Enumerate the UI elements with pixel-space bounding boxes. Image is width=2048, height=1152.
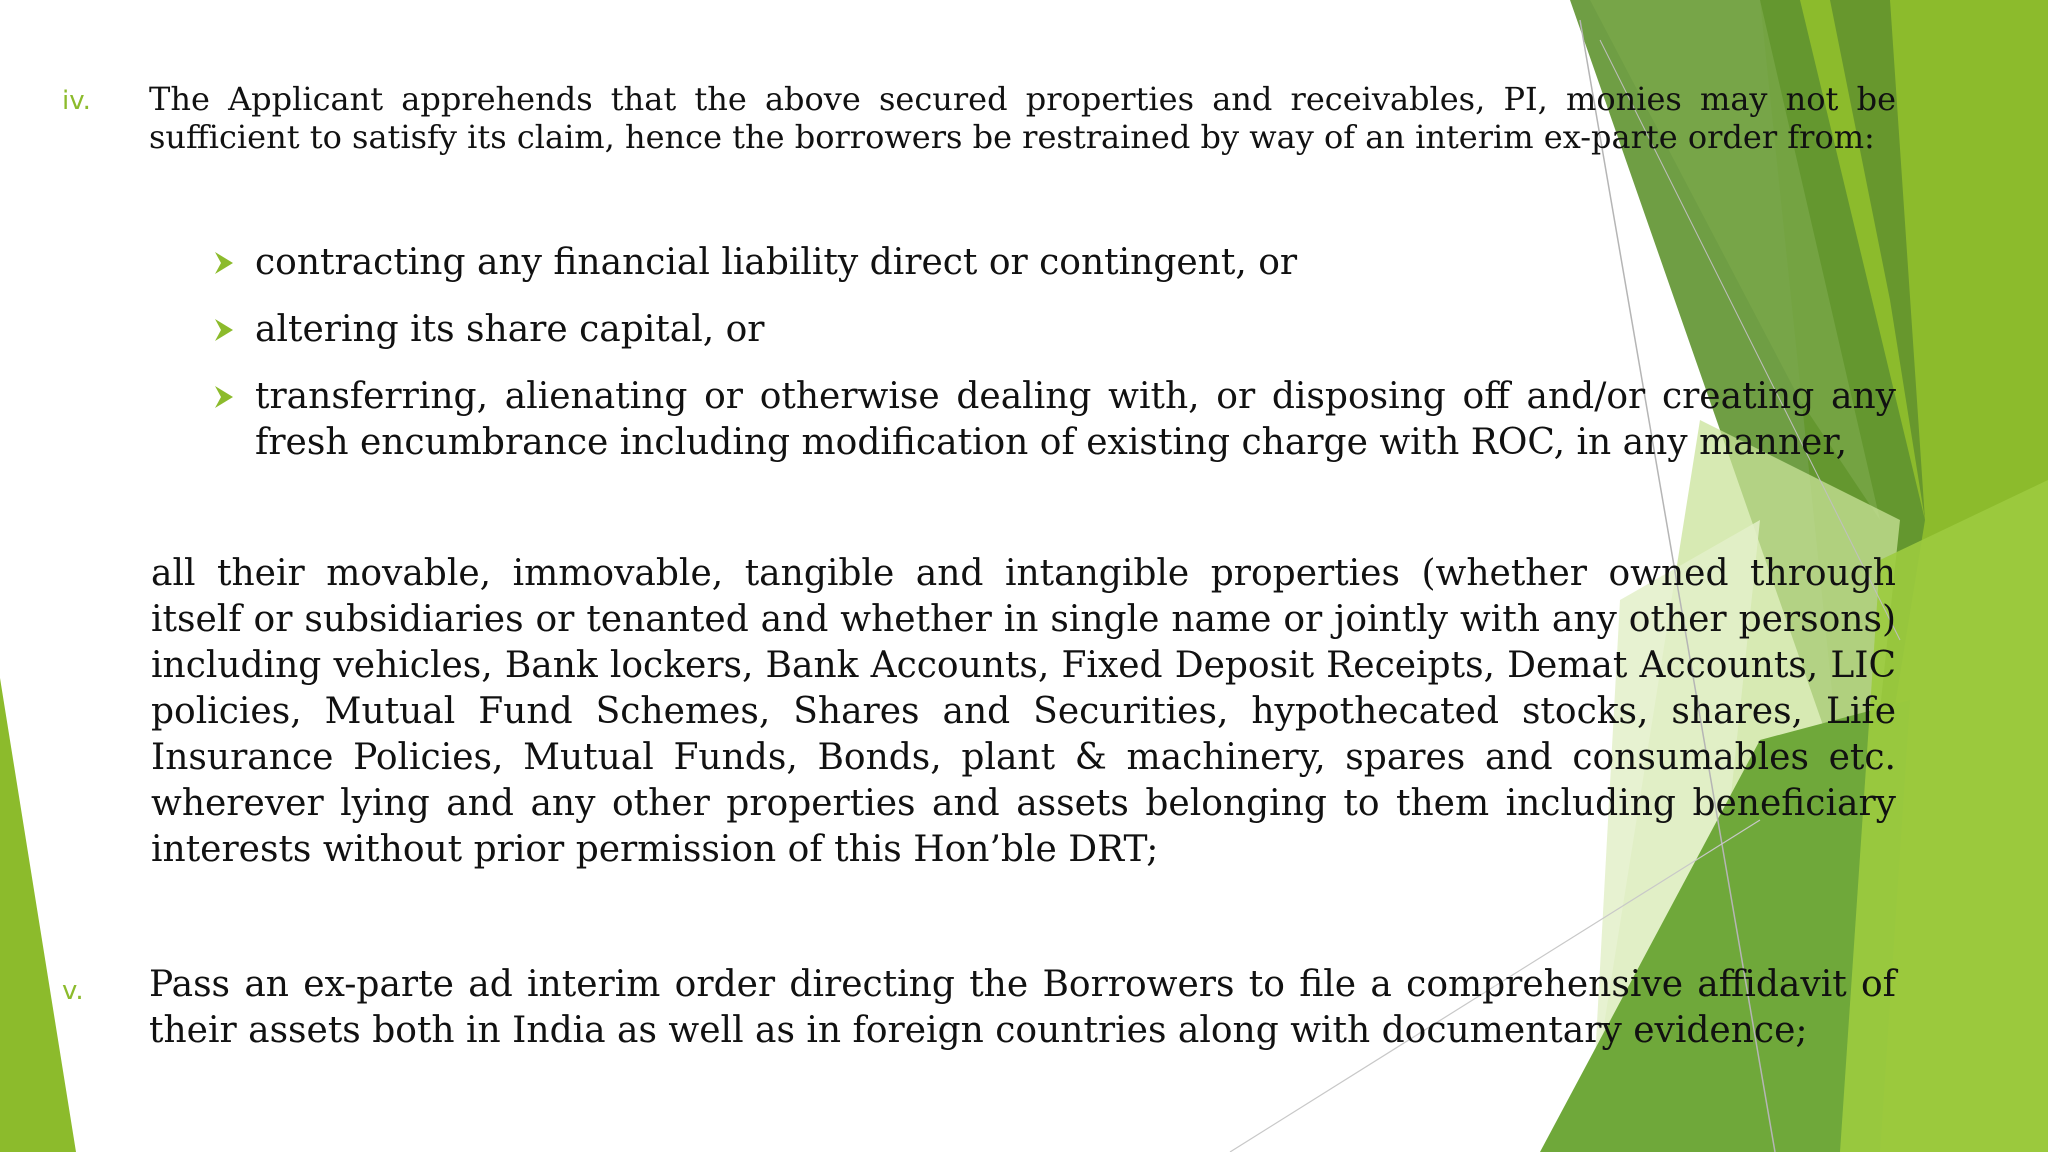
item-iv-text: The Applicant apprehends that the above secured properties and receivables, PI, monies may not be sufficient to satisfy its claim, hence the borrowers be restrained by way of an interim ex-parte order from: [149, 80, 1896, 157]
restraint-bullet-list [215, 240, 1896, 487]
bullet-item [215, 307, 1896, 353]
item-v-text: Pass an ex-parte ad interim order directing the Borrowers to file a comprehensive affidavit of their assets both in India as well as in foreign countries along with documentary evidence; [149, 964, 1896, 1051]
item-number-iv: iv. [62, 86, 91, 116]
bullet-text: altering its share capital, or [255, 309, 765, 350]
item-number-v: v. [62, 976, 84, 1006]
numbered-item-iv [62, 80, 1896, 157]
numbered-item-v [62, 962, 1896, 1054]
bullet-text: transferring, alienating or otherwise dealing with, or disposing off and/or creating any fresh encumbrance including modification of existing charge with ROC, in any manner, [255, 376, 1896, 463]
bullet-text: contracting any financial liability direct or contingent, or [255, 242, 1298, 283]
arrow-bullet-icon [215, 252, 233, 274]
bullet-item [215, 240, 1896, 286]
arrow-bullet-icon [215, 319, 233, 341]
bullet-item [215, 374, 1896, 466]
properties-paragraph: all their movable, immovable, tangible and intangible properties (whether owned through itself or subsidiaries or tenanted and whether in single name or jointly with any other persons) including vehicles, Bank lockers, Bank Accounts, Fixed Deposit Receipts, Demat Accounts, LIC policies, Mutual Fund Schemes, Shares and Securities, hypothecated stocks, shares, Life Insurance Policies, Mutual Funds, Bonds, plant & machinery, spares and consumables etc. wherever lying and any other properties and assets belonging to them including beneficiary interests without prior permission of this Hon’ble DRT; [151, 553, 1896, 870]
arrow-bullet-icon [215, 386, 233, 408]
